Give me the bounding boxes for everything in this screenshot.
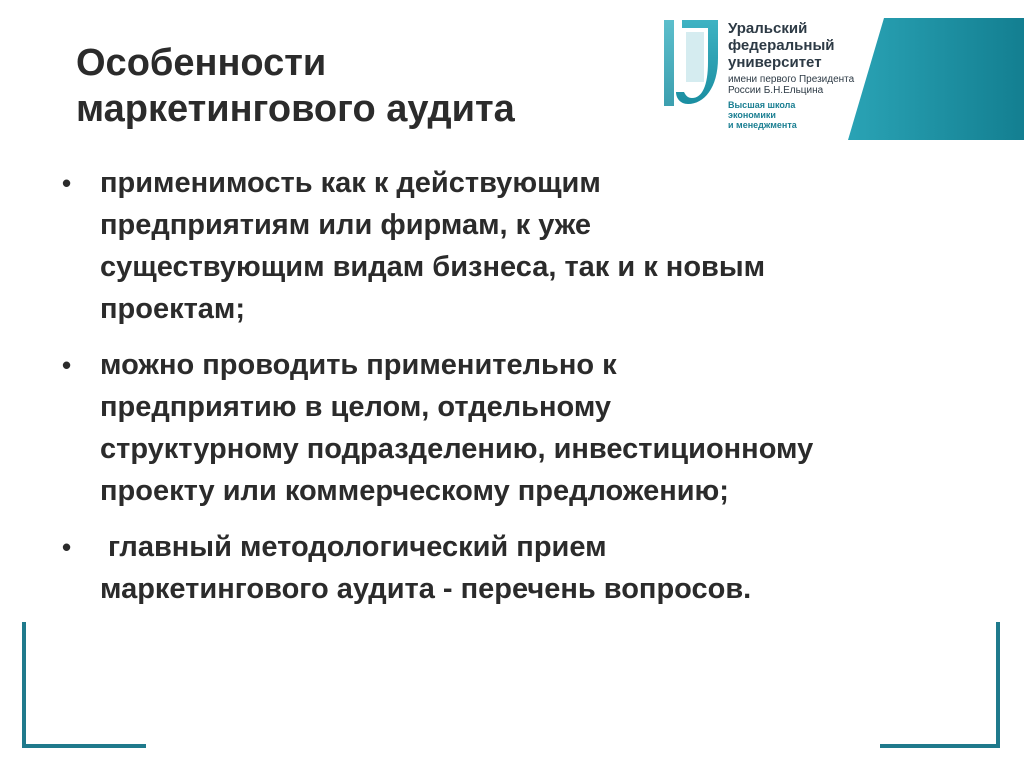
bullet-line: главный методологический прием <box>100 531 607 563</box>
bullet-line: маркетингового аудита - перечень вопросов. <box>100 573 752 605</box>
logo-sub-line-1: имени первого Президента <box>728 74 855 85</box>
logo-school-line-2: экономики <box>728 110 776 120</box>
logo-school-line-1: Высшая школа <box>728 100 796 110</box>
bullet-marker: • <box>62 532 72 562</box>
slide-title <box>76 40 636 132</box>
bullet-list <box>60 162 970 624</box>
bullet-marker: • <box>62 168 72 198</box>
bullet-line: можно проводить применительно к <box>100 349 617 381</box>
bullet-line: существующим видам бизнеса, так и к новым <box>100 251 766 283</box>
bullet-line: проектам; <box>100 293 246 325</box>
bullet-line: структурному подразделению, инвестиционному <box>100 433 814 465</box>
frame-corner-left-vertical <box>22 622 26 748</box>
title-line-2: маркетингового аудита <box>76 88 515 130</box>
frame-corner-right-horizontal <box>880 744 1000 748</box>
bullet-line: предприятию в целом, отдельному <box>100 391 612 423</box>
bullet-line: проекту или коммерческому предложению; <box>100 475 729 507</box>
bullet-item <box>60 162 970 330</box>
frame-corner-right-vertical <box>996 622 1000 748</box>
bullet-line: применимость как к действующим <box>100 167 601 199</box>
logo-sub-line-2: России Б.Н.Ельцина <box>728 85 824 96</box>
bullet-item <box>60 526 970 610</box>
bullet-item <box>60 344 970 512</box>
bullet-marker: • <box>62 350 72 380</box>
logo-text-block <box>728 20 878 130</box>
logo-name-line-2: федеральный <box>728 37 835 54</box>
university-logo <box>660 18 1024 146</box>
logo-name-line-1: Уральский <box>728 20 808 37</box>
frame-corner-left-horizontal <box>22 744 146 748</box>
bullet-line: предприятиям или фирмам, к уже <box>100 209 592 241</box>
title-line-1: Особенности <box>76 42 327 84</box>
logo-name-line-3: университет <box>728 54 822 71</box>
logo-school-line-3: и менеджмента <box>728 120 797 130</box>
